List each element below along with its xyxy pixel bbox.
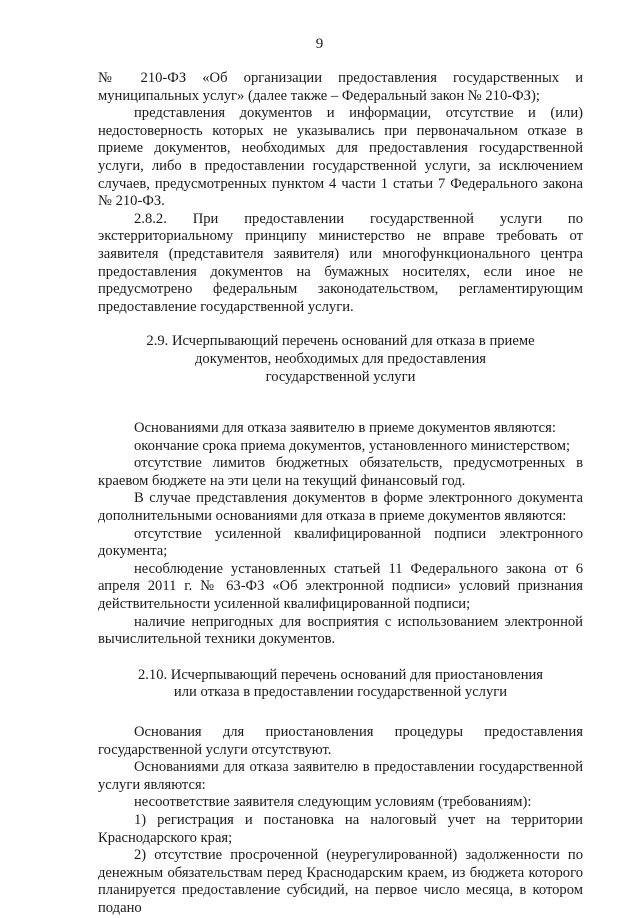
- paragraph-no-suspension: Основания для приостановления процедуры предоставления государственной услуги отсутствуют.: [98, 724, 583, 758]
- page-body: [98, 70, 583, 918]
- page-number: 9: [315, 36, 324, 52]
- paragraph-unreadable-documents: наличие непригодных для восприятия с использованием электронной вычислительной техники документов.: [98, 613, 583, 648]
- paragraph-nonconformity: несоответствие заявителя следующим условиям (требованиям):: [134, 794, 532, 811]
- paragraph-law-210-reference: № 210-ФЗ «Об организации предоставления государственных и муниципальных услуг» (далее также – Федеральный закон № 210-ФЗ);: [98, 70, 583, 104]
- heading-line: или отказа в предоставлении государственной услуги: [173, 684, 508, 701]
- paragraph-no-signature: отсутствие усиленной квалифицированной подписи электронного документа;: [98, 525, 583, 560]
- section-heading-2-9: [98, 333, 583, 386]
- section-heading-2-10: [98, 667, 583, 702]
- heading-line: 2.9. Исчерпывающий перечень оснований для отказа в приеме: [146, 333, 535, 350]
- paragraph-deadline-expiry: окончание срока приема документов, установленного министерством;: [134, 437, 571, 454]
- paragraph-documents-information: представления документов и информации, отсутствие и (или) недостоверность которых не указывались при первоначальном отказе в приеме документов, необходимых для предоставления государственной услуги, либо в предоставлении государственной услуги, за исключением случаев, предусмотренных пунктом 4 части 1 статьи 7 Федерального закона № 210-ФЗ.: [98, 105, 583, 210]
- paragraph-refusal-grounds: Основаниями для отказа заявителю в предоставлении государственной услуги являются:: [98, 759, 583, 793]
- paragraph-condition-1: 1) регистрация и постановка на налоговый учет на территории Краснодарского края;: [98, 811, 583, 846]
- paragraph-condition-2: 2) отсутствие просроченной (неурегулированной) задолженности по денежным обязательствам перед Краснодарским краем, из бюджета которого планируется предоставление субсидий, на первое число месяца, в котором подано: [98, 847, 583, 916]
- heading-line: 2.10. Исчерпывающий перечень оснований для приостановления: [137, 666, 544, 683]
- paragraph-2-8-2: 2.8.2. При предоставлении государственной услуги по экстерриториальному принципу министерство не вправе требовать от заявителя (представителя заявителя) или многофункционального центра предоставления документов на бумажных носителях, если иное не предусмотрено федеральным законодательством, регламентирующим предоставление государственной услуги.: [98, 210, 583, 315]
- paragraph-electronic-documents: В случае представления документов в форме электронного документа дополнительными основаниями для отказа в приеме документов являются:: [98, 490, 583, 525]
- paragraph-signature-validity: несоблюдение установленных статьей 11 Федерального закона от 6 апреля 2011 г. № 63-ФЗ «Об электронной подписи» условий признания действительности усиленной квалифицированной подписи;: [98, 560, 583, 613]
- paragraph-budget-limits: отсутствие лимитов бюджетных обязательств, предусмотренных в краевом бюджете на эти цели на текущий финансовый год.: [98, 455, 583, 489]
- heading-line: государственной услуги: [265, 368, 416, 385]
- paragraph-grounds-refusal-intro: Основаниями для отказа заявителю в приеме документов являются:: [134, 420, 556, 437]
- heading-line: документов, необходимых для предоставления: [194, 350, 487, 367]
